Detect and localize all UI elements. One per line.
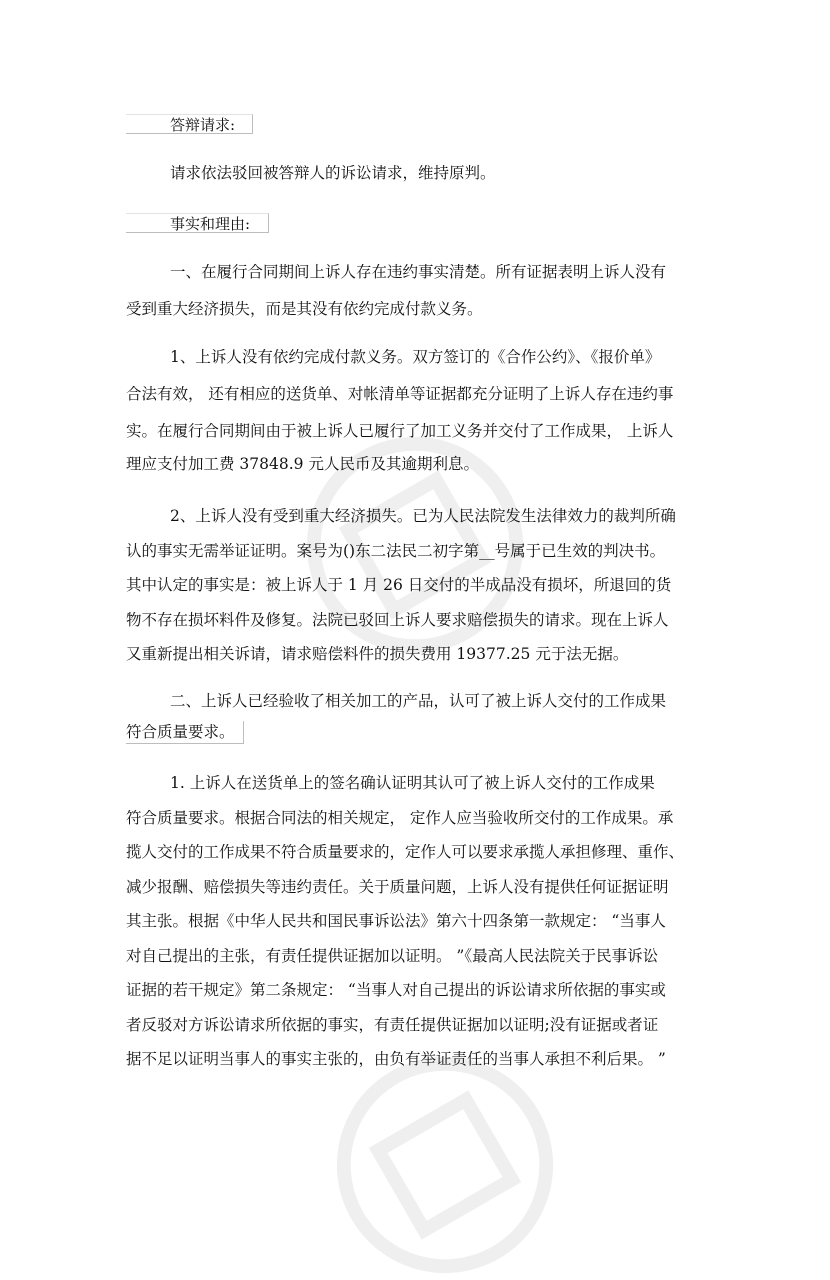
- paragraph-1-line: 一、在履行合同期间上诉人存在违约事实清楚。所有证据表明上诉人没有: [170, 263, 667, 281]
- paragraph-3-line: 又重新提出相关诉请，请求赔偿料件的损失费用 19377.25 元于法无据。: [126, 645, 629, 663]
- paragraph-2-line: 合法有效， 还有相应的送货单、对帐清单等证据都充分证明了上诉人存在违约事: [126, 385, 674, 403]
- paragraph-3-line: 物不存在损坏料件及修复。法院已驳回上诉人要求赔偿损失的请求。现在上诉人: [126, 611, 669, 629]
- paragraph-2-line: 1、上诉人没有依约完成付款义务。双方签订的《合作公约》、《报价单》: [170, 348, 661, 366]
- paragraph-5-line: 1. 上诉人在送货单上的签名确认证明其认可了被上诉人交付的工作成果: [170, 774, 655, 792]
- watermark-seal-icon: [330, 1050, 560, 1280]
- paragraph-5-line: 揽人交付的工作成果不符合质量要求的，定作人可以要求承揽人承担修理、重作、: [126, 843, 685, 861]
- heading-defense-request: 答辩请求:: [126, 114, 253, 134]
- paragraph-4-line: 二、上诉人已经验收了相关加工的产品，认可了被上诉人交付的工作成果: [170, 692, 667, 710]
- paragraph-3-line: 其中认定的事实是：被上诉人于 1 月 26 日交付的半成品没有损坏，所退回的货: [126, 576, 672, 594]
- paragraph-2-line: 实。在履行合同期间由于被上诉人已履行了加工义务并交付了工作成果， 上诉人: [126, 422, 674, 440]
- paragraph-3-line: 认的事实无需举证证明。案号为()东二法民二初字第__号属于已生效的判决书。: [126, 542, 666, 560]
- paragraph-3-line: 2、上诉人没有受到重大经济损失。已为人民法院发生法律效力的裁判所确: [170, 507, 676, 525]
- paragraph-5-line: 者反驳对方诉讼请求所依据的事实，有责任提供证据加以证明;没有证据或者证: [126, 1016, 659, 1034]
- paragraph-4-line-wrapper: [126, 721, 706, 744]
- paragraph-4-line: 符合质量要求。: [126, 721, 244, 744]
- paragraph-5-line: 减少报酬、赔偿损失等违约责任。关于质量问题，上诉人没有提供任何证据证明: [126, 878, 669, 896]
- paragraph-5-line: 对自己提出的主张，有责任提供证据加以证明。 ”《最高人民法院关于民事诉讼: [126, 947, 659, 965]
- paragraph-5-line: 符合质量要求。根据合同法的相关规定， 定作人应当验收所交付的工作成果。承: [126, 809, 674, 827]
- heading-facts-reasons: 事实和理由:: [126, 213, 269, 233]
- paragraph-5-line: 据不足以证明当事人的事实主张的，由负有举证责任的当事人承担不利后果。 ”: [126, 1050, 666, 1068]
- paragraph-2-line: 理应支付加工费 37848.9 元人民币及其逾期利息。: [126, 455, 479, 473]
- request-text: 请求依法驳回被答辩人的诉讼请求，维持原判。: [170, 164, 496, 182]
- paragraph-5-line: 其主张。根据《中华人民共和国民事诉讼法》第六十四条第一款规定： “当事人: [126, 912, 666, 930]
- paragraph-5-line: 证据的若干规定》第二条规定： “当事人对自己提出的诉讼请求所依据的事实或: [126, 981, 666, 999]
- paragraph-1-line: 受到重大经济损失，而是其没有依约完成付款义务。: [126, 300, 483, 318]
